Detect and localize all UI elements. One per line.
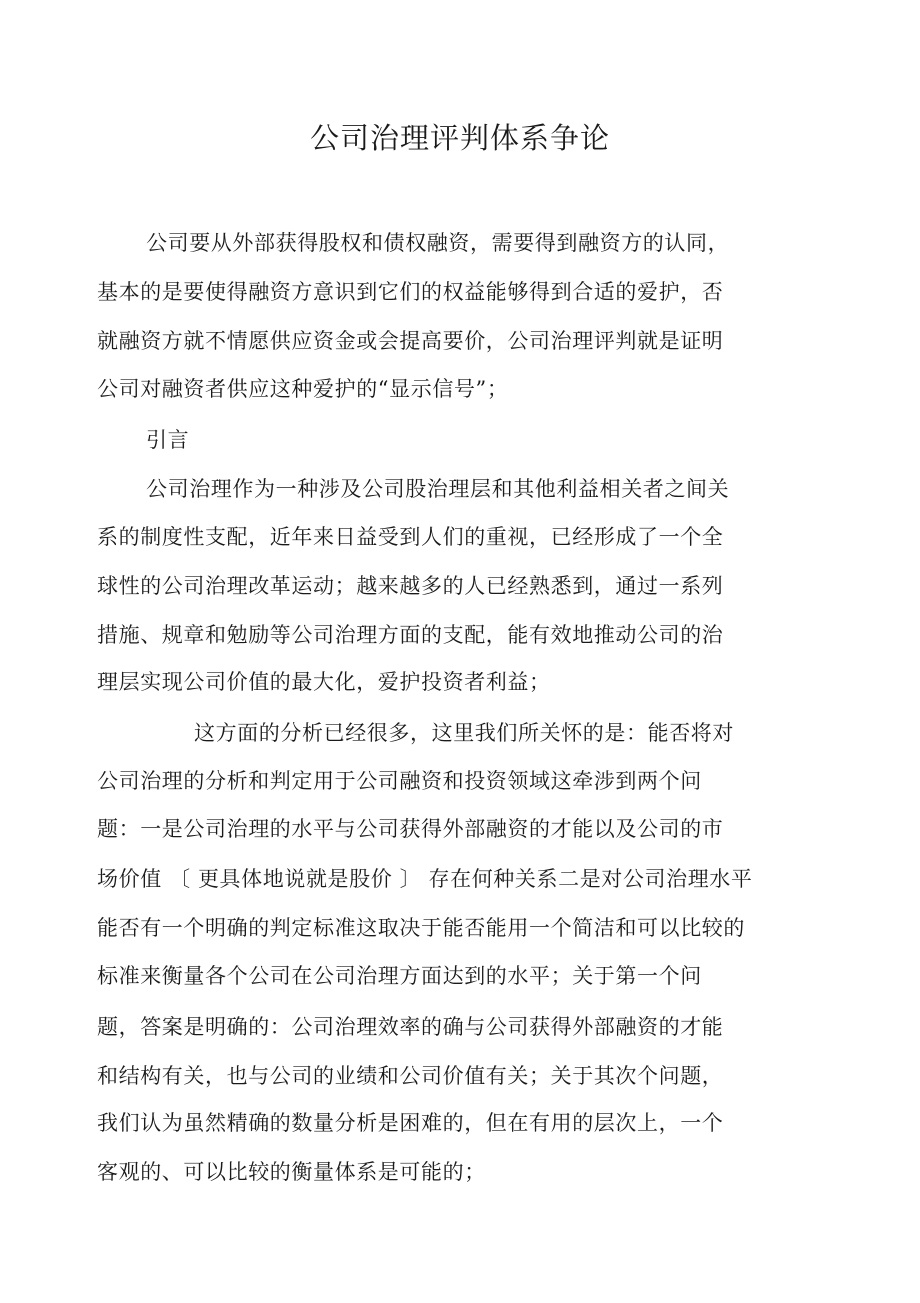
paragraph-line: 题：一是公司治理的水平与公司获得外部融资的才能以及公司的市 [97, 817, 724, 841]
paragraph-line: 客观的、可以比较的衡量体系是可能的； [97, 1160, 486, 1184]
paragraph-line: 公司要从外部获得股权和债权融资，需要得到融资方的认同， [146, 231, 730, 255]
paragraph-line: 标准来衡量各个公司在公司治理方面达到的水平；关于第一个问 [97, 964, 702, 988]
paragraph-line: 球性的公司治理改革运动；越来越多的人已经熟悉到，通过一系列 [97, 574, 724, 598]
paragraph-line: 我们认为虽然精确的数量分析是困难的，但在有用的层次上，一个 [97, 1111, 724, 1135]
paragraph-line: 措施、规章和勉励等公司治理方面的支配，能有效地推动公司的治 [97, 623, 724, 647]
paragraph-line: 公司治理的分析和判定用于公司融资和投资领域这牵涉到两个问 [97, 769, 702, 793]
paragraph-line: 场价值 〔 更具体地说就是股价 〕 存在何种关系二是对公司治理水平 [97, 867, 753, 891]
paragraph-line: 基本的是要使得融资方意识到它们的权益能够得到合适的爱护，否 [97, 280, 724, 304]
paragraph-line: 题，答案是明确的：公司治理效率的确与公司获得外部融资的才能 [97, 1015, 724, 1039]
paragraph-line: 公司治理作为一种涉及公司股治理层和其他利益相关者之间关 [146, 477, 730, 501]
paragraph-line: 公司对融资者供应这种爱护的“显示信号”； [97, 377, 509, 401]
paragraph-line: 就融资方就不情愿供应资金或会提高要价，公司治理评判就是证明 [97, 329, 724, 353]
section-heading: 引言 [146, 428, 190, 452]
document-title: 公司治理评判体系争论 [309, 121, 610, 155]
paragraph-line: 能否有一个明确的判定标准这取决于能否能用一个简洁和可以比较的 [97, 916, 745, 940]
paragraph-line: 理层实现公司价值的最大化，爱护投资者利益； [97, 670, 551, 694]
paragraph-line: 系的制度性支配，近年来日益受到人们的重视，已经形成了一个全 [97, 525, 724, 549]
paragraph-line: 和结构有关，也与公司的业绩和公司价值有关；关于其次个问题， [97, 1064, 724, 1088]
paragraph-line: 这方面的分析已经很多，这里我们所关怀的是：能否将对 [194, 721, 734, 745]
